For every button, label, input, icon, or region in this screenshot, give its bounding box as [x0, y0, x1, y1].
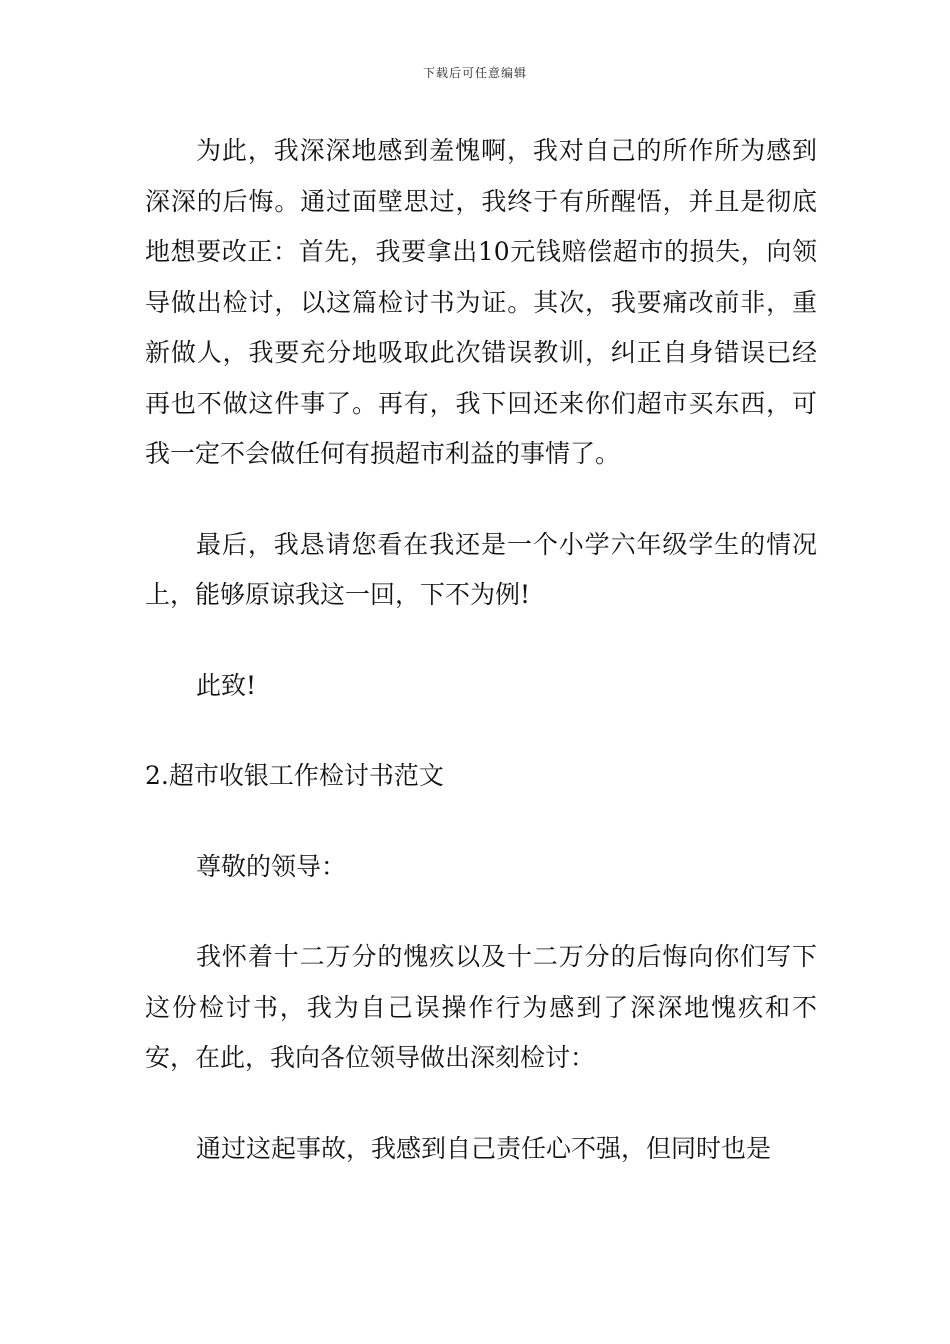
- paragraph-gap: [145, 1084, 817, 1124]
- paragraph-gap: [145, 480, 817, 520]
- paragraph-gap: [145, 711, 817, 751]
- paragraph-closing: 此致!: [196, 670, 257, 700]
- paragraph-gap: [145, 621, 817, 661]
- paragraph-plea: 最后，我恳请您看在我还是一个小学六年级学生的情况上，能够原谅我这一回，下不为例!: [145, 529, 817, 609]
- paragraph-remorse: 为此，我深深地感到羞愧啊，我对自己的所作所为感到深深的后悔。通过面壁思过，我终于有所醒悟，并且是彻底地想要改正：首先，我要拿出10元钱赔偿超市的损失，向领导做出检讨，以这篇检讨书为证。其次，我要痛改前非，重新做人，我要充分地吸取此次错误教训，纠正自身错误已经再也不做这件事了。再有，我下回还来你们超市买东西，可我一定不会做任何有损超市利益的事情了。: [145, 136, 817, 468]
- paragraph-gap: [145, 892, 817, 932]
- paragraph-gap: [145, 802, 817, 842]
- page-header: 下载后可任意编辑: [422, 66, 527, 80]
- salutation: 尊敬的领导：: [196, 851, 347, 881]
- paragraph-reflection: 通过这起事故，我感到自己责任心不强，但同时也是: [196, 1133, 772, 1163]
- paragraph-apology: 我怀着十二万分的愧疚以及十二万分的后悔向你们写下这份检讨书，我为自己误操作行为感到了深深地愧疚和不安，在此，我向各位领导做出深刻检讨：: [145, 942, 817, 1072]
- section-heading: 2.超市收银工作检讨书范文: [145, 761, 444, 790]
- document-body: [145, 126, 817, 1174]
